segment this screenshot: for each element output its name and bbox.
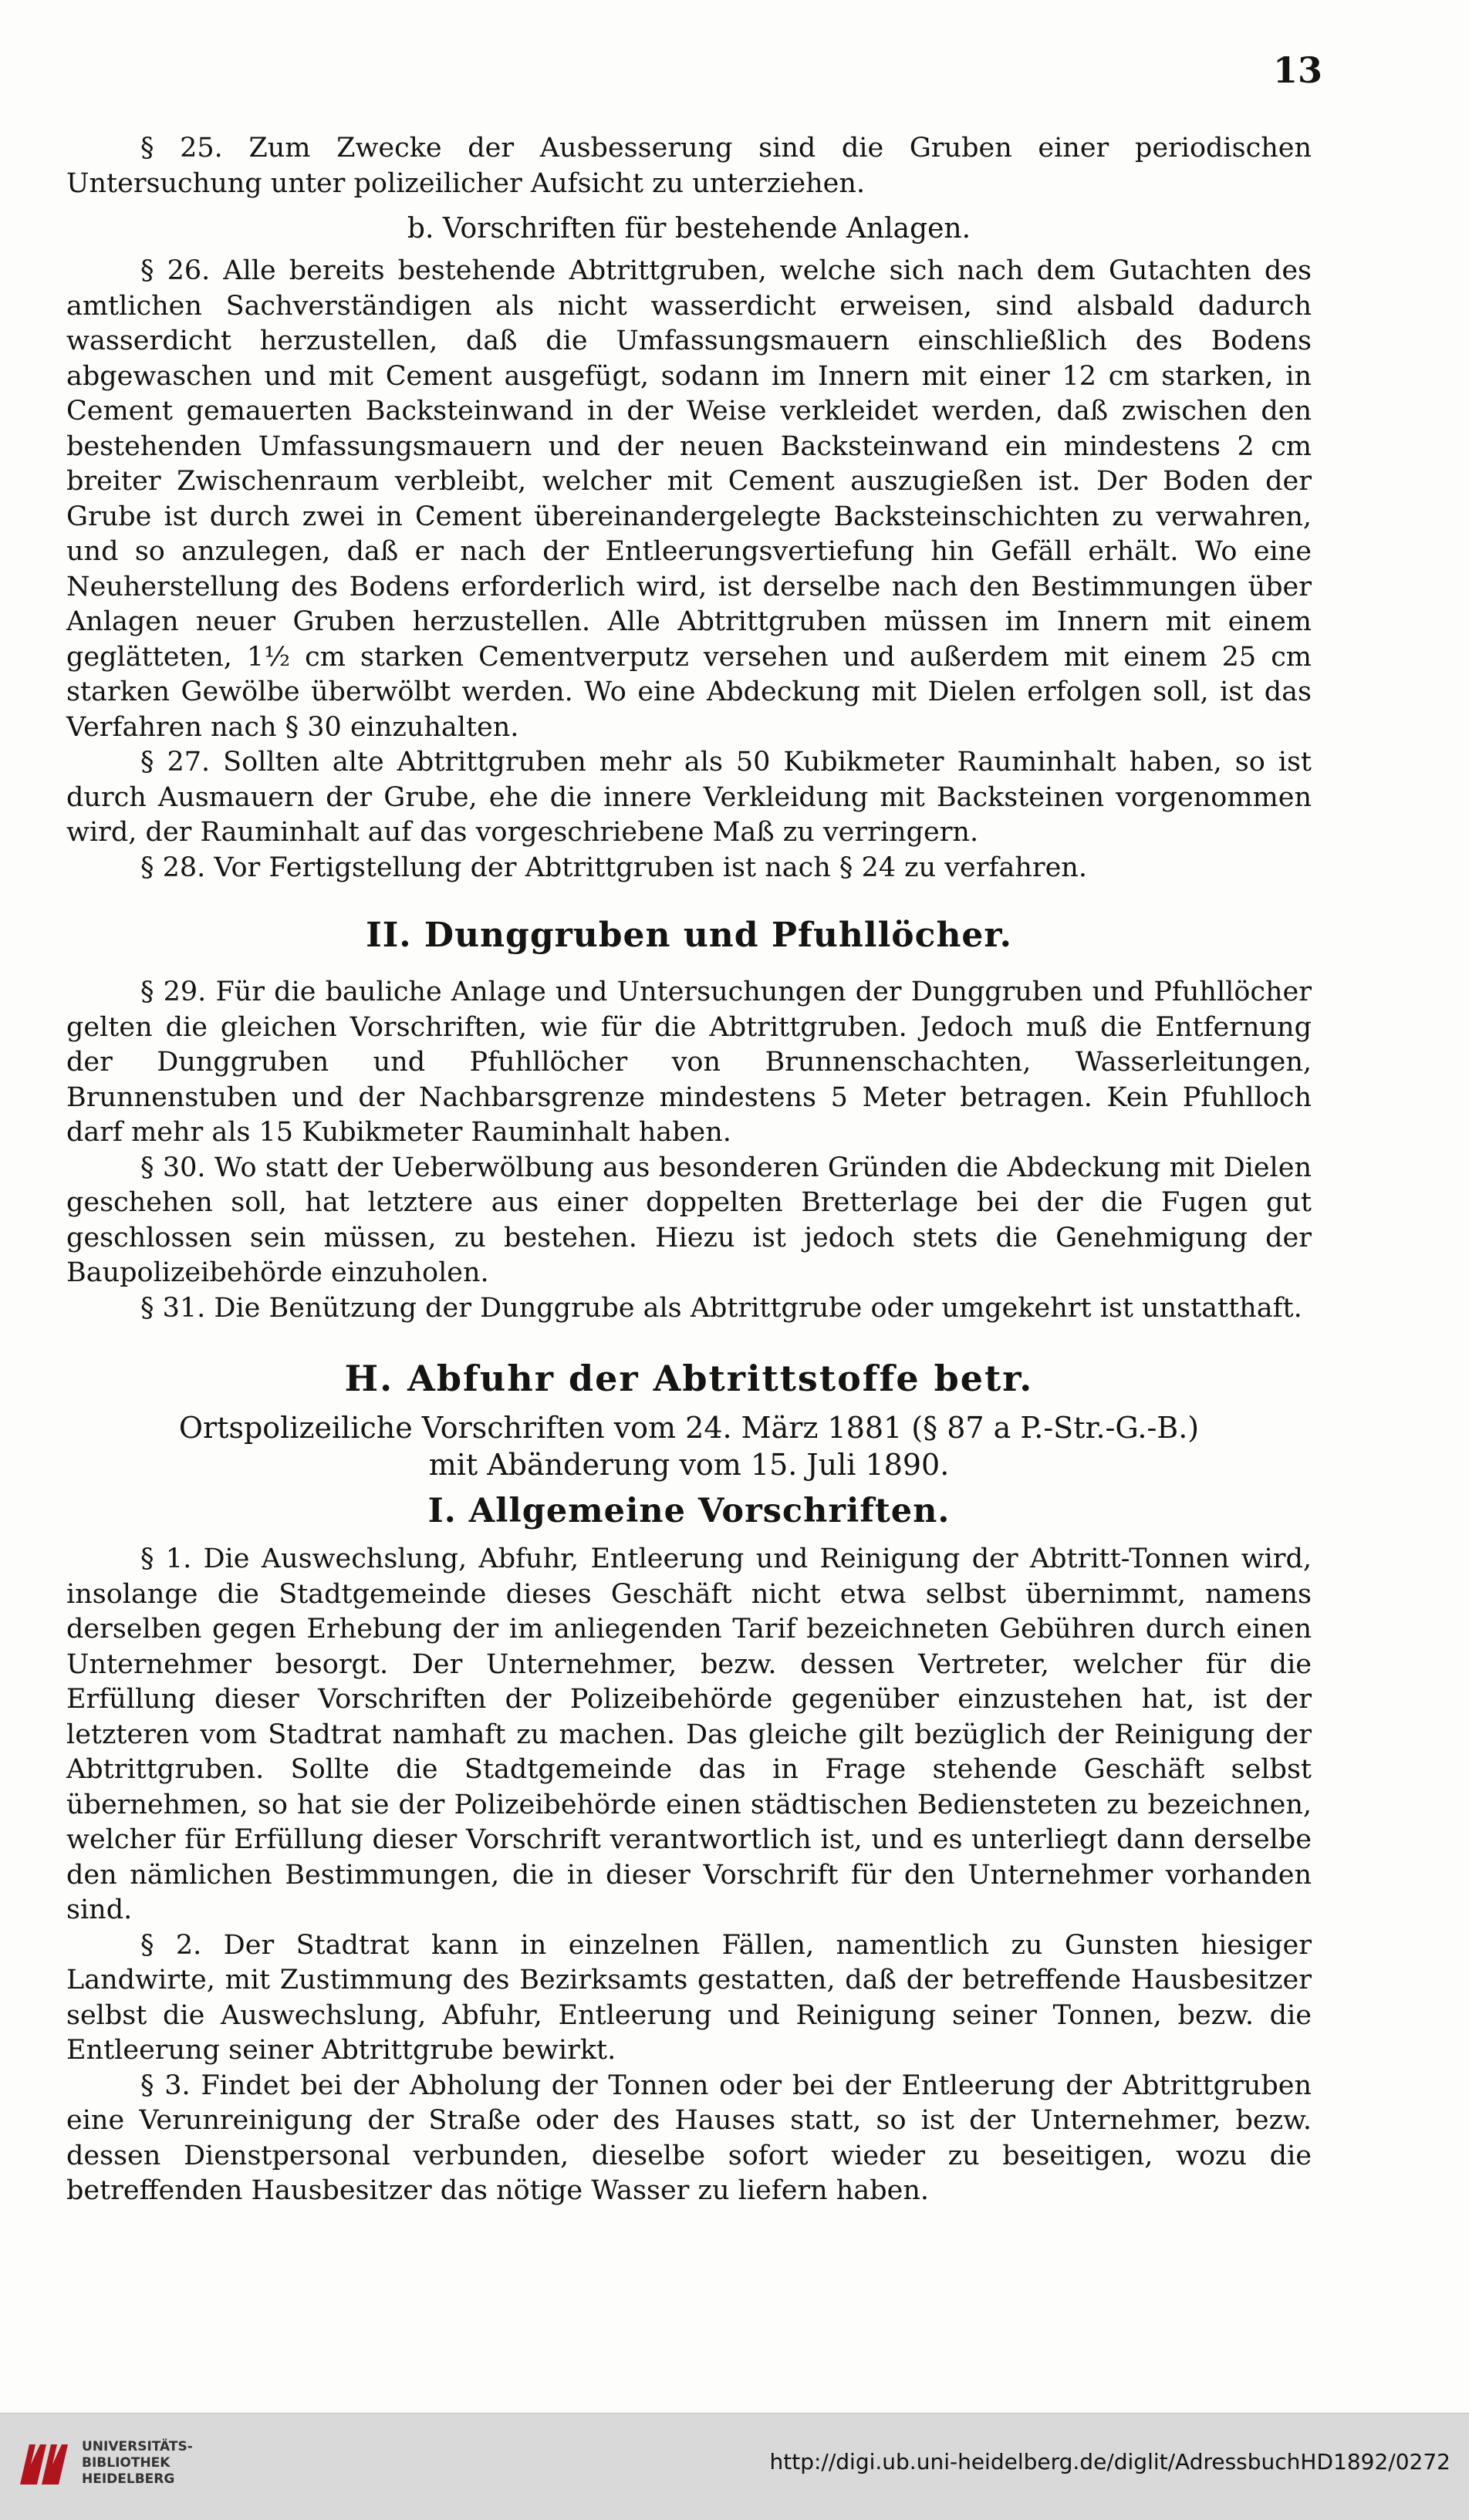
document-body — [66, 131, 1312, 2209]
paragraph-section-31: § 31. Die Benützung der Dunggrube als Abtrittgrube oder umgekehrt ist unstatthaft. — [140, 1292, 1302, 1324]
logo-line-1: UNIVERSITÄTS- — [82, 2438, 193, 2454]
paragraph-section-26: § 26. Alle bereits bestehende Abtrittgruben, welche sich nach dem Gutachten des amtlichen Sachverständigen als nicht wasserdicht erweisen, sind alsbald dadurch wasserdicht herzustellen, daß die Umfassungsmauern einschließlich des Bodens abgewaschen und mit Cement ausgefügt, sodann im Innern mit einer 12 cm starken, in Cement gemauerten Backsteinwand in der Weise verkleidet werden, daß zwischen den bestehenden Umfassungsmauern und der neuen Backsteinwand ein mindestens 2 cm breiter Zwischenraum verbleibt, welcher mit Cement auszugießen ist. Der Boden der Grube ist durch zwei in Cement übereinandergelegte Backsteinschichten zu verwahren, und so anzulegen, daß er nach der Entleerungsvertiefung hin Gefäll erhält. Wo eine Neuherstellung des Bodens erforderlich wird, ist derselbe nach den Bestimmungen über Anlagen neuer Gruben herzustellen. Alle Abtrittgruben müssen im Innern mit einem geglätteten, 1½ cm starken Cementverputz versehen und außerdem mit einem 25 cm starken Gewölbe überwölbt werden. Wo eine Abdeckung mit Dielen erfolgen soll, ist das Verfahren nach § 30 einzuhalten. — [66, 255, 1312, 743]
paragraph-section-3: § 3. Findet bei der Abholung der Tonnen oder bei der Entleerung der Abtrittgruben eine Verunreinigung der Straße oder des Hauses statt, so ist der Unternehmer, bezw. dessen Dienstpersonal verbunden, dieselbe sofort wieder zu beseitigen, wozu die betreffenden Hausbesitzer das nötige Wasser zu liefern haben. — [66, 2070, 1312, 2206]
paragraph-section-28: § 28. Vor Fertigstellung der Abtrittgruben ist nach § 24 zu verfahren. — [140, 852, 1087, 883]
footer-bar — [0, 2413, 1469, 2520]
library-logo-icon — [14, 2434, 73, 2492]
source-url-link[interactable]: http://digi.ub.uni-heidelberg.de/diglit/AdressbuchHD1892/0272 — [769, 2449, 1450, 2474]
paragraph-section-29: § 29. Für die bauliche Anlage und Untersuchungen der Dunggruben und Pfuhllöcher gelten die gleichen Vorschriften, wie für die Abtrittgruben. Jedoch muß die Entfernung der Dunggruben und Pfuhllöcher von Brunnenschachten, Wasserleitungen, Brunnenstuben und der Nachbarsgrenze mindestens 5 Meter betragen. Kein Pfuhlloch darf mehr als 15 Kubikmeter Rauminhalt haben. — [66, 977, 1312, 1148]
subheading-existing-installations: b. Vorschriften für bestehende Anlagen. — [407, 213, 971, 245]
paragraph-section-27: § 27. Sollten alte Abtrittgruben mehr als 50 Kubikmeter Rauminhalt haben, so ist durch Ausmauern der Grube, ehe die innere Verkleidung mit Backsteinen vorgenommen wird, der Rauminhalt auf das vorgeschriebene Maß zu verringern. — [66, 747, 1312, 848]
paragraph-section-2: § 2. Der Stadtrat kann in einzelnen Fällen, namentlich zu Gunsten hiesiger Landwirte, mit Zustimmung des Bezirksamts gestatten, daß der betreffende Hausbesitzer selbst die Auswechslung, Abfuhr, Entleerung und Reinigung seiner Tonnen, bezw. die Entleerung seiner Abtrittgrube bewirkt. — [66, 1929, 1312, 2066]
amendment-date-line: mit Abänderung vom 15. Juli 1890. — [428, 1448, 950, 1482]
section-heading-dunggruben: II. Dunggruben und Pfuhllöcher. — [366, 916, 1012, 955]
regulation-date-line: Ortspolizeiliche Vorschriften vom 24. März 1881 (§ 87 a P.-Str.-G.-B.) — [178, 1411, 1200, 1445]
paragraph-section-30: § 30. Wo statt der Ueberwölbung aus besonderen Gründen die Abdeckung mit Dielen geschehen soll, hat letztere aus einer doppelten Bretterlage bei der die Fugen gut geschlossen sein müssen, zu bestehen. Hiezu ist jedoch stets die Genehmigung der Baupolizeibehörde einzuholen. — [66, 1152, 1312, 1288]
logo-line-3: HEIDELBERG — [82, 2471, 175, 2487]
section-heading-abfuhr: H. Abfuhr der Abtrittstoffe betr. — [344, 1358, 1034, 1399]
section-heading-general: I. Allgemeine Vorschriften. — [427, 1492, 951, 1530]
paragraph-section-1: § 1. Die Auswechslung, Abfuhr, Entleerung und Reinigung der Abtritt-Tonnen wird, insolange die Stadtgemeinde dieses Geschäft nicht etwa selbst übernimmt, namens derselben gegen Erhebung der im anliegenden Tarif bezeichneten Gebühren durch einen Unternehmer besorgt. Der Unternehmer, bezw. dessen Vertreter, welcher für die Erfüllung dieser Vorschriften der Polizeibehörde gegenüber einzustehen hat, ist der letzteren vom Stadtrat namhaft zu machen. Das gleiche gilt bezüglich der Reinigung der Abtrittgruben. Sollte die Stadtgemeinde das in Frage stehende Geschäft selbst übernehmen, so hat sie der Polizeibehörde einen städtischen Bediensteten zu bezeichnen, welcher für Erfüllung dieser Vorschrift verantwortlich ist, und es unterliegt dann derselbe den nämlichen Bestimmungen, die in dieser Vorschrift für den Unternehmer vorhanden sind. — [66, 1543, 1312, 1925]
page-number: 13 — [1272, 49, 1322, 91]
library-logo[interactable] — [14, 2434, 193, 2492]
paragraph-section-25: § 25. Zum Zwecke der Ausbesserung sind die Gruben einer periodischen Untersuchung unter polizeilicher Aufsicht zu unterziehen. — [66, 133, 1312, 199]
library-logo-text — [82, 2439, 193, 2488]
logo-line-2: BIBLIOTHEK — [82, 2454, 171, 2471]
